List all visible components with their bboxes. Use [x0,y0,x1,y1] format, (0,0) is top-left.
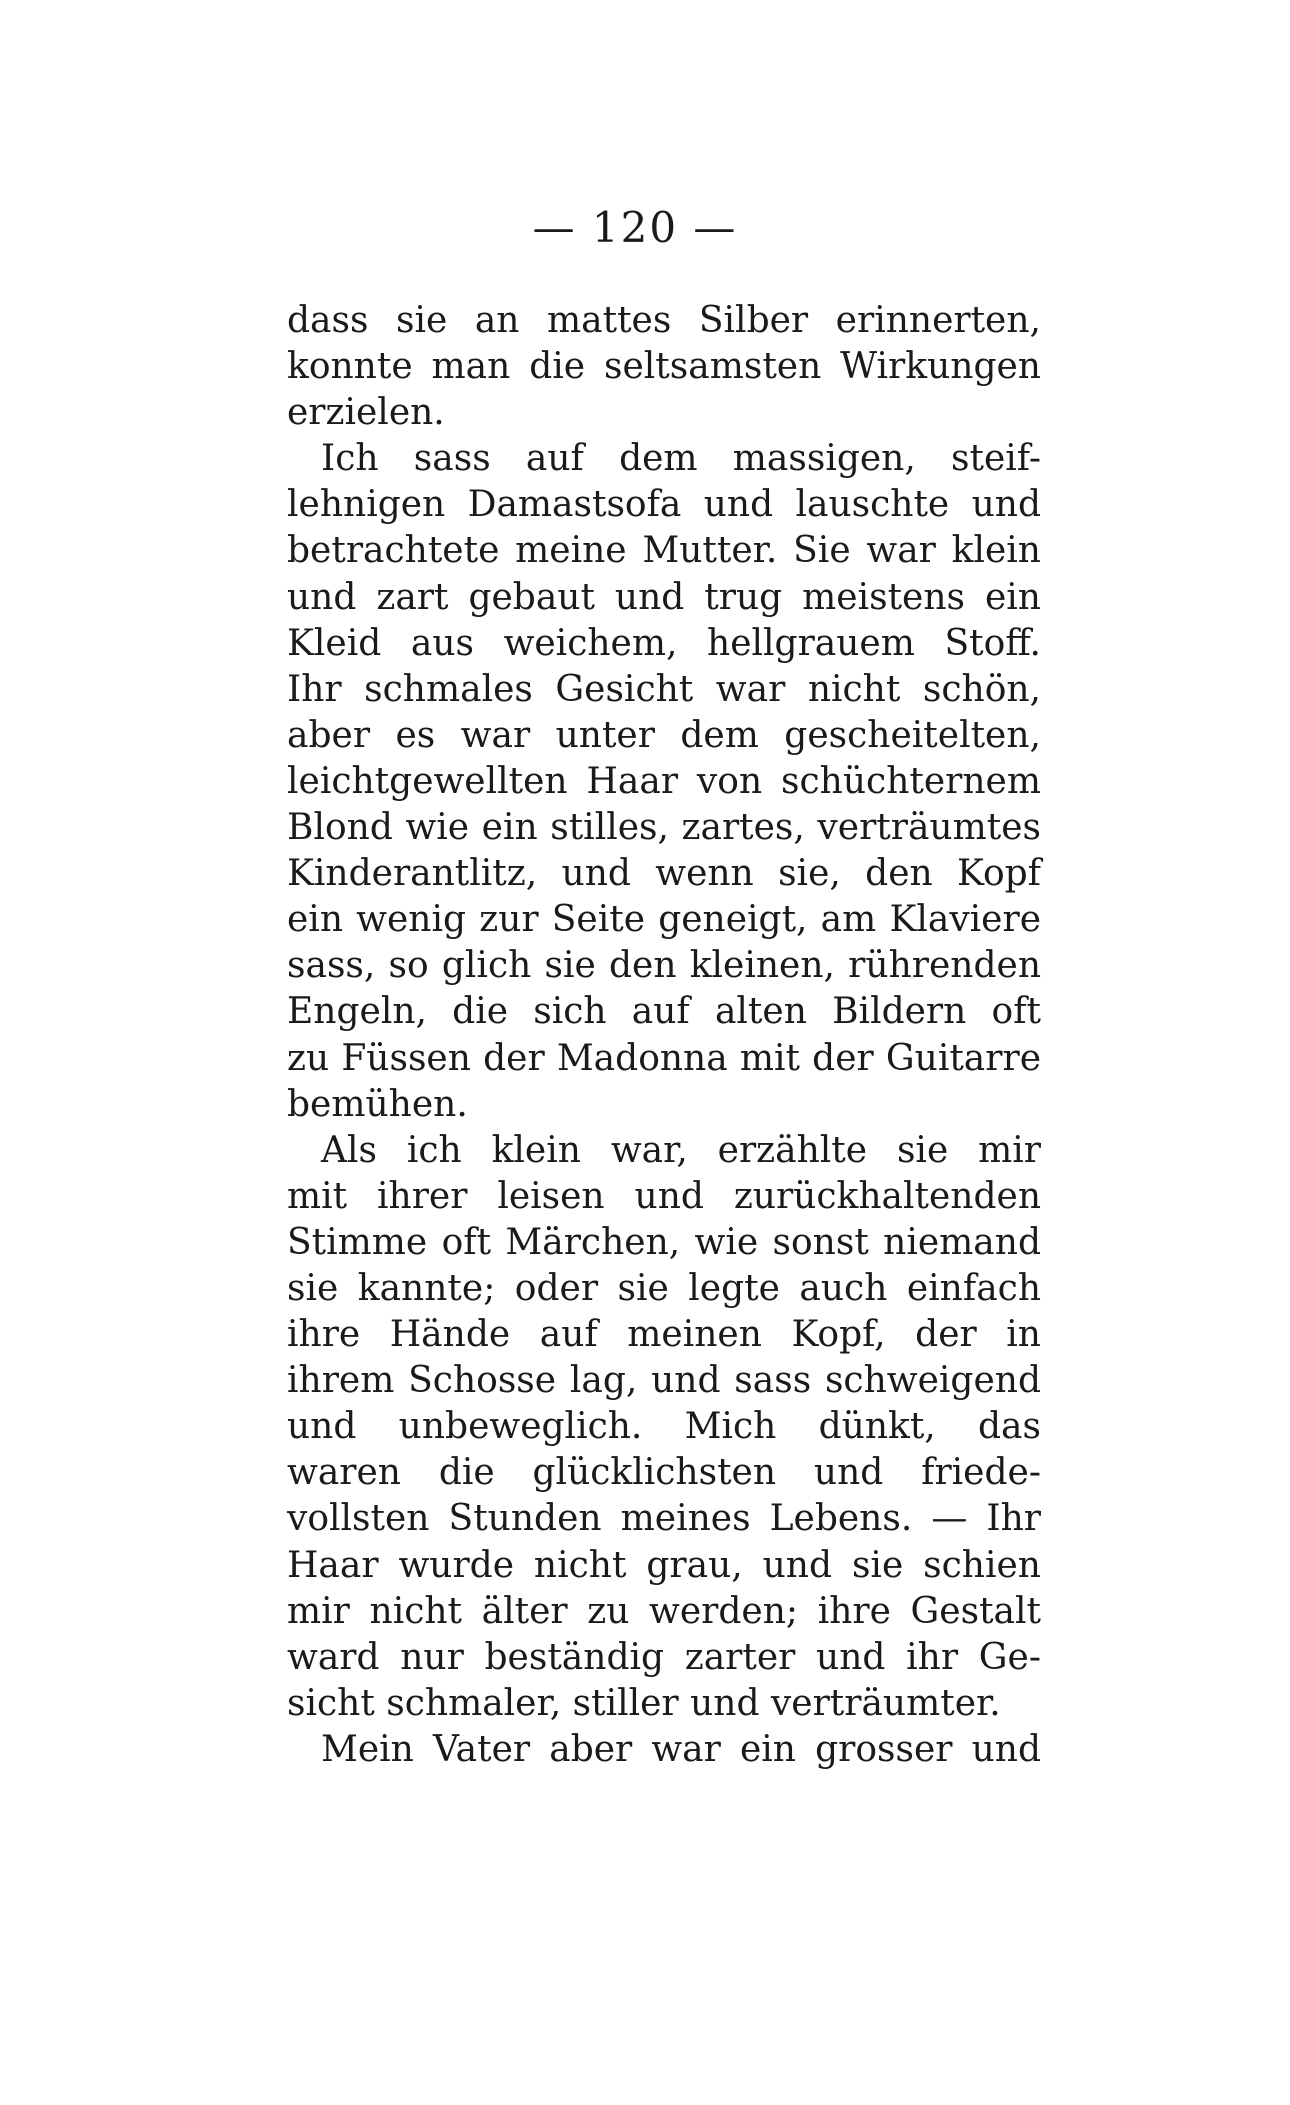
text-line: lehnigen Damastsofa und lauschte und [287,484,1041,526]
text-line: sie kannte; oder sie legte auch einfach [287,1267,1041,1309]
text-line: ein wenig zur Seite geneigt, am Klaviere [287,899,1041,941]
text-line: vollsten Stunden meines Lebens. — Ihr [287,1498,1041,1540]
text-line: leichtgewellten Haar von schüchternem [287,760,1041,802]
text-line: dass sie an mattes Silber erinnerten, [287,300,1041,341]
text-line: konnte man die seltsamsten Wirkungen [287,346,1041,388]
text-line: ihrem Schosse lag, und sass schweigend [287,1360,1041,1402]
text-line: mit ihrer leisen und zurückhaltenden [287,1175,1041,1217]
text-line: sass, so glich sie den kleinen, rührenden [287,945,1041,987]
text-line: Kinderantlitz, und wenn sie, den Kopf [287,853,1041,895]
text-line: ihre Hände auf meinen Kopf, der in [287,1314,1041,1356]
text-line: zu Füssen der Madonna mit der Guitarre [287,1037,1041,1079]
text-line: betrachtete meine Mutter. Sie war klein [287,530,1041,572]
text-line: Haar wurde nicht grau, und sie schien [287,1544,1041,1586]
page-number: — 120 — [532,203,738,252]
text-line: Stimme oft Märchen, wie sonst niemand [287,1221,1041,1263]
text-line: und zart gebaut und trug meistens ein [287,576,1041,618]
text-line: ward nur beständig zarter und ihr Ge- [287,1636,1041,1678]
body-text [287,298,1041,1773]
text-line: Ihr schmales Gesicht war nicht schön, [287,668,1041,710]
paragraph-start-line: Ich sass auf dem massigen, steif- [321,438,1041,480]
text-line: und unbeweglich. Mich dünkt, das [287,1406,1041,1448]
text-line: aber es war unter dem gescheitelten, [287,714,1041,756]
text-line: Kleid aus weichem, hellgrauem Stoff. [287,622,1041,664]
text-line: bemühen. [287,1083,468,1125]
text-line: sicht schmaler, stiller und verträumter. [287,1682,1001,1724]
text-line: waren die glücklichsten und friede- [287,1452,1041,1494]
text-line: erzielen. [287,392,445,434]
paragraph-start-line: Als ich klein war, erzählte sie mir [321,1129,1041,1171]
paragraph-start-line: Mein Vater aber war ein grosser und [321,1728,1041,1770]
text-line: mir nicht älter zu werden; ihre Gestalt [287,1590,1041,1632]
text-line: Engeln, die sich auf alten Bildern oft [287,991,1041,1033]
text-line: Blond wie ein stilles, zartes, verträumtes [287,807,1041,849]
